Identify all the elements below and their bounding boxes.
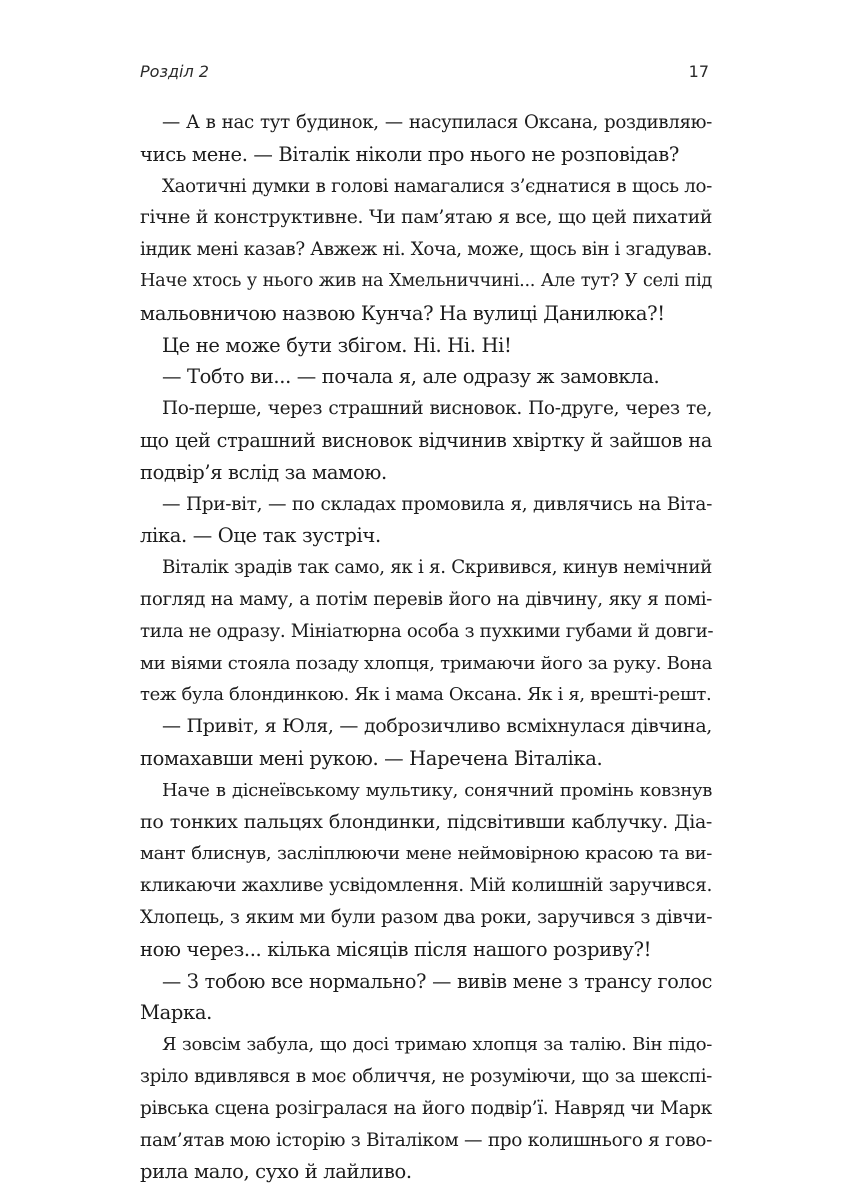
- text-line: ліка. — Оце так зустріч.: [140, 524, 381, 548]
- text-line: подвір’я вслід за мамою.: [140, 460, 387, 484]
- text-line: Я зовсім забула, що досі тримаю хлопця за талію. Він підо-: [162, 1034, 712, 1056]
- text-line: — Привіт, я Юля, — доброзичливо всміхнулася дівчина,: [162, 715, 712, 738]
- text-line: чись мене. — Віталік ніколи про нього не розповідав?: [140, 142, 680, 166]
- text-line: мант блиснув, засліплюючи мене неймовірною красою та ви-: [140, 843, 712, 865]
- text-line: гічне й конструктивне. Чи пам’ятаю я все, що цей пихатий: [140, 207, 712, 229]
- text-line: рівська сцена розігралася на його подвір’ї. Навряд чи Марк: [140, 1097, 712, 1119]
- text-line: помахавши мені рукою. — Наречена Віталіка.: [140, 746, 603, 770]
- text-line: зріло вдивлявся в моє обличчя, не розуміючи, що за шекспі-: [140, 1065, 712, 1087]
- running-head-chapter: Розділ 2: [140, 62, 209, 81]
- text-line: — Тобто ви... — почала я, але одразу ж замовкла.: [162, 365, 660, 389]
- text-line: пам’ятав мою історію з Віталіком — про колишнього я гово-: [140, 1129, 712, 1151]
- page-number: 17: [688, 62, 709, 81]
- text-line: ми віями стояла позаду хлопця, тримаючи його за руку. Вона: [140, 652, 712, 674]
- text-line: Хаотичні думки в голові намагалися з’єднатися в щось ло-: [162, 175, 712, 197]
- text-line: мальовничою назвою Кунча? На вулиці Данилюка?!: [140, 301, 665, 325]
- text-line: рила мало, сухо й лайливо.: [140, 1160, 412, 1184]
- text-line: по тонких пальцях блондинки, підсвітивши каблучку. Діа-: [140, 810, 712, 833]
- text-line: погляд на маму, а потім перевів його на дівчину, яку я помі-: [140, 588, 712, 610]
- text-line: Наче в діснеївському мультику, сонячний промінь ковзнув: [162, 779, 712, 801]
- text-line: — З тобою все нормально? — вивів мене з трансу голос: [162, 969, 712, 993]
- text-line: тила не одразу. Мініатюрна особа з пухкими губами й довги-: [140, 620, 714, 642]
- text-line: Марка.: [140, 1001, 212, 1025]
- text-line: — При-віт, — по складах промовила я, дивлячись на Віта-: [162, 493, 712, 515]
- text-line: ною через... кілька місяців після нашого розриву?!: [140, 937, 652, 961]
- text-line: Хлопець, з яким ми були разом два роки, заручився з дівчи-: [140, 906, 713, 928]
- text-line: Це не може бути збігом. Ні. Ні. Ні!: [162, 333, 512, 357]
- body-text: [140, 107, 712, 1188]
- text-line: кликаючи жахливе усвідомлення. Мій колишній заручився.: [140, 875, 712, 897]
- text-line: — А в нас тут будинок, — насупилася Оксана, роздивляю-: [162, 112, 712, 133]
- text-line: індик мені казав? Авжеж ні. Хоча, може, щось він і згадував.: [140, 239, 712, 261]
- text-line: Віталік зрадів так само, як і я. Скривився, кинув немічний: [162, 557, 712, 579]
- text-line: Наче хтось у нього жив на Хмельниччині... Але тут? У селі під: [140, 270, 712, 291]
- text-line: що цей страшний висновок відчинив хвіртку й зайшов на: [140, 428, 712, 452]
- text-line: По-перше, через страшний висновок. По-друге, через те,: [162, 398, 712, 420]
- text-line: теж була блондинкою. Як і мама Оксана. Як і я, врешті-решт.: [140, 684, 712, 706]
